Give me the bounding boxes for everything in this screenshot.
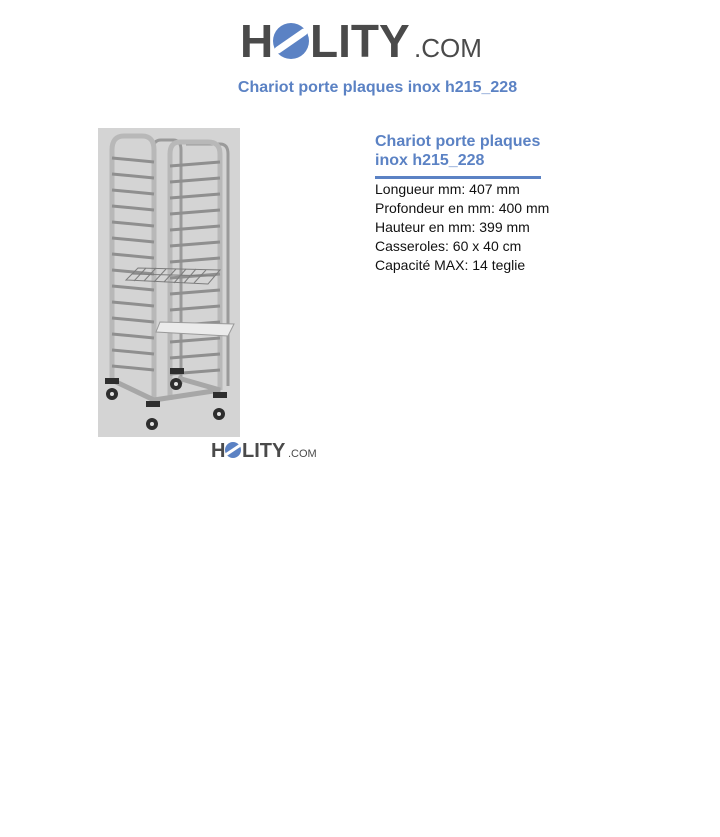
svg-text:H: H: [240, 15, 274, 67]
spec-depth: Profondeur en mm: 400 mm: [375, 200, 550, 216]
svg-text:H: H: [211, 440, 226, 462]
product-info: [375, 132, 675, 275]
product-title-line2: inox h215_228: [375, 152, 485, 169]
spec-length: Longueur mm: 407 mm: [375, 181, 520, 197]
spec-list: [375, 180, 675, 275]
page-title: Chariot porte plaques inox h215_228: [237, 79, 518, 96]
product-title: [375, 132, 675, 170]
product-image: [98, 128, 240, 437]
svg-text:.COM: .COM: [288, 448, 317, 460]
spec-height: Hauteur en mm: 399 mm: [375, 219, 530, 235]
spec-pans: Casseroles: 60 x 40 cm: [375, 238, 522, 254]
holity-logo: [240, 12, 485, 68]
svg-text:LITY: LITY: [242, 440, 286, 462]
svg-text:.COM: .COM: [414, 33, 482, 63]
product-title-line1: Chariot porte plaques: [375, 133, 541, 150]
title-divider: [375, 176, 541, 179]
holity-logo-small: [211, 437, 321, 463]
spec-capacity: Capacité MAX: 14 teglie: [375, 257, 526, 273]
svg-text:LITY: LITY: [310, 15, 410, 67]
